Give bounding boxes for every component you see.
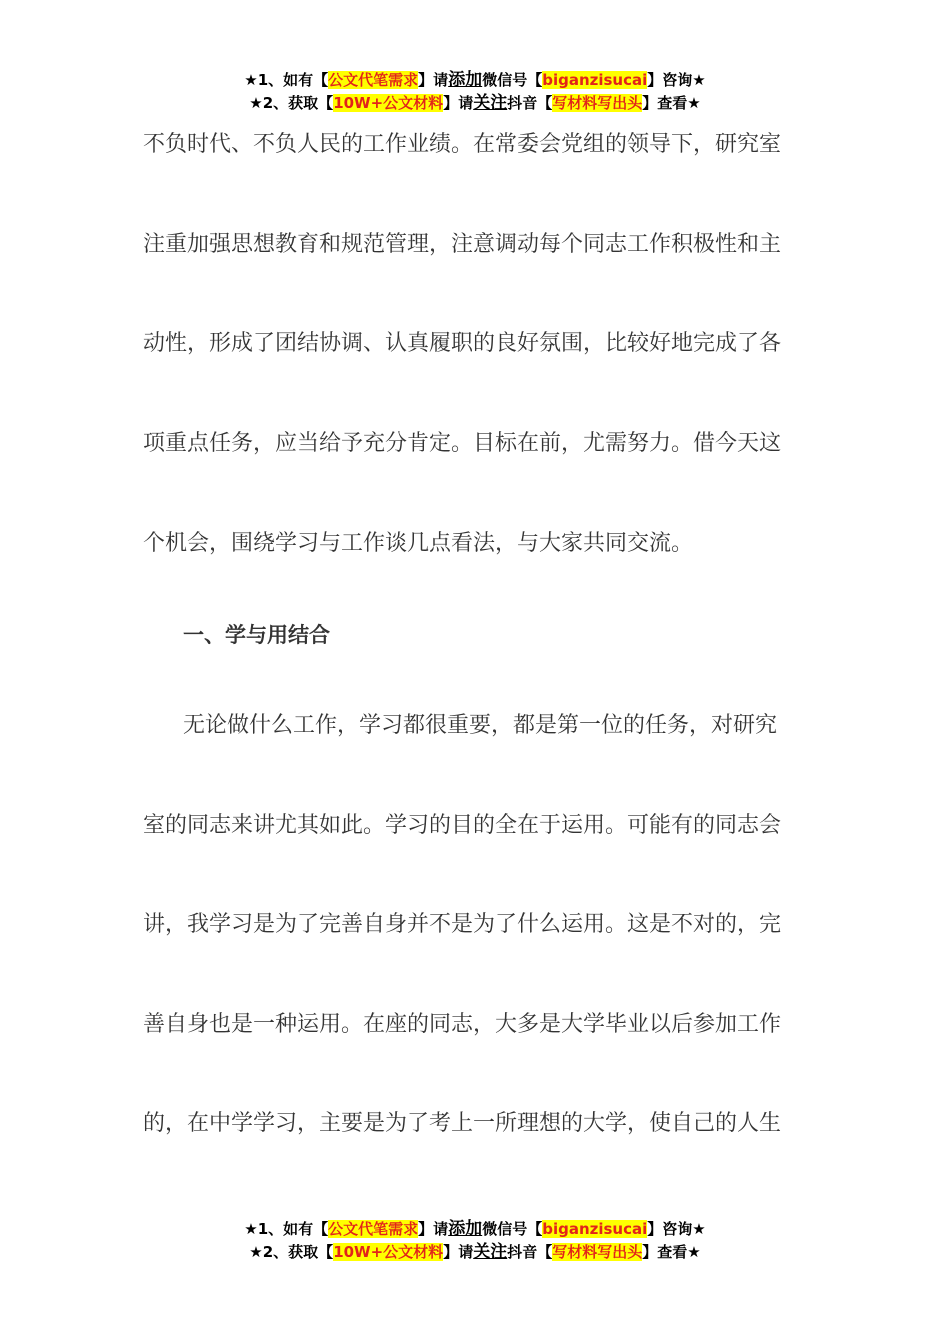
paragraph-line: 项重点任务，应当给予充分肯定。目标在前，尤需努力。借今天这 (143, 431, 782, 456)
emphasis-follow: 关注 (473, 93, 508, 113)
banner-text: ★2、获取【 (249, 94, 334, 112)
banner-text: 抖音【 (507, 1243, 553, 1261)
section-heading: 一、学与用结合 (183, 623, 330, 647)
banner-text: 】查看★ (642, 1243, 701, 1261)
highlight-materials: 10W+公文材料 (333, 1243, 444, 1261)
banner-text: 微信号【 (482, 71, 543, 89)
banner-text: 】请 (443, 1243, 474, 1261)
top-banner (0, 69, 950, 115)
douyin-account: 写材料写出头 (552, 1243, 643, 1261)
banner-text: 】请 (443, 94, 474, 112)
paragraph-line: 无论做什么工作，学习都很重要，都是第一位的任务，对研究 (183, 713, 778, 738)
banner-text: ★1、如有【 (244, 71, 329, 89)
banner-text: 】请 (418, 1220, 449, 1238)
banner-line-2 (0, 92, 950, 115)
banner-text: 】请 (418, 71, 449, 89)
wechat-id: biganzisucai (542, 71, 648, 89)
paragraph-line: 室的同志来讲尤其如此。学习的目的全在于运用。可能有的同志会 (143, 813, 782, 838)
paragraph-line: 的，在中学学习，主要是为了考上一所理想的大学，使自己的人生 (143, 1111, 782, 1136)
banner-text: 】咨询★ (647, 1220, 706, 1238)
paragraph-line: 不负时代、不负人民的工作业绩。在常委会党组的领导下，研究室 (143, 132, 782, 157)
highlight-materials: 10W+公文材料 (333, 94, 444, 112)
banner-text: 微信号【 (482, 1220, 543, 1238)
banner-text: ★1、如有【 (244, 1220, 329, 1238)
paragraph-line: 个机会，围绕学习与工作谈几点看法，与大家共同交流。 (143, 531, 694, 556)
banner-line-1 (0, 69, 950, 92)
highlight-service: 公文代笔需求 (328, 1220, 419, 1238)
emphasis-add: 添加 (448, 1219, 483, 1239)
banner-text: 】咨询★ (647, 71, 706, 89)
paragraph-line: 善自身也是一种运用。在座的同志，大多是大学毕业以后参加工作 (143, 1012, 782, 1037)
paragraph-line: 注重加强思想教育和规范管理，注意调动每个同志工作积极性和主 (143, 232, 782, 257)
emphasis-add: 添加 (448, 70, 483, 90)
banner-text: ★2、获取【 (249, 1243, 334, 1261)
banner-line-1 (0, 1218, 950, 1241)
douyin-account: 写材料写出头 (552, 94, 643, 112)
highlight-service: 公文代笔需求 (328, 71, 419, 89)
emphasis-follow: 关注 (473, 1242, 508, 1262)
paragraph-line: 讲，我学习是为了完善自身并不是为了什么运用。这是不对的，完 (143, 912, 782, 937)
bottom-banner (0, 1218, 950, 1264)
paragraph-line: 动性，形成了团结协调、认真履职的良好氛围，比较好地完成了各 (143, 331, 782, 356)
wechat-id: biganzisucai (542, 1220, 648, 1238)
banner-text: 抖音【 (507, 94, 553, 112)
banner-text: 】查看★ (642, 94, 701, 112)
banner-line-2 (0, 1241, 950, 1264)
